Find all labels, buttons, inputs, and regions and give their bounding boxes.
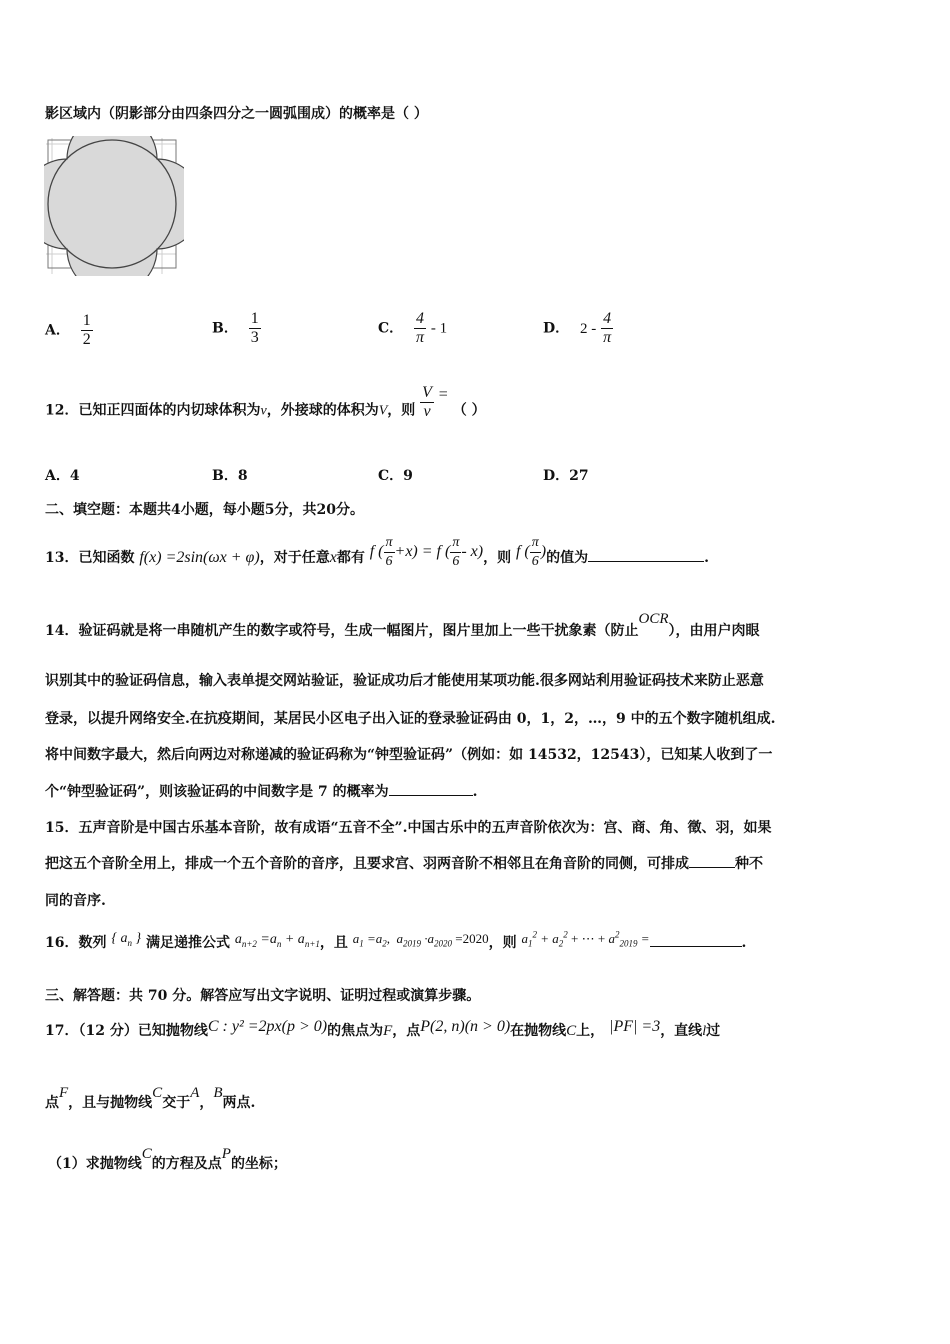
q14-line-2: 识别其中的验证码信息，输入表单提交网站验证，验证成功后才能使用某项功能.很多网站利用验证码技术来防止恶意	[45, 673, 764, 689]
q12-option-b: B．8	[212, 468, 248, 484]
q11-option-d: D． 2 - $\frac{4}{\pi}$	[543, 310, 612, 346]
q15-line-1: 15．五声音阶是中国古乐基本音阶，故有成语“五音不全”.中国古乐中的五声音阶依次为：宫、商、角、徵、羽，如果	[45, 820, 772, 836]
section-3-heading: 三、解答题：共 70 分。解答应写出文字说明、证明过程或演算步骤。	[45, 988, 481, 1004]
q15-line-3: 同的音序.	[45, 893, 106, 909]
q14-line-1: 14．验证码就是将一串随机产生的数字或符号，生成一幅图片，图片里加上一些干扰象素（防止OCR），由用户肉眼	[45, 611, 760, 639]
q14-line-4: 将中间数字最大，然后向两边对称递减的验证码称为“钟型验证码”（例如：如 14532，12543），已知某人收到了一	[45, 747, 773, 763]
q13-stem: 13．已知函数 f(x) =2sin(ωx + φ)，对于任意x都有 f ( $\frac{\pi}{6}$ +x) = f ( $\frac{\pi}{6}$ - x)，则 f ( $\frac{\pi}{6}$ )的值为 .	[45, 535, 709, 569]
q14-line-5: 个“钟型验证码”，则该验证码的中间数字是 7 的概率为 .	[45, 781, 477, 801]
q11-option-c: C． $\frac{4}{\pi}$ - 1	[378, 310, 448, 346]
q17-line-2: 点F，且与抛物线C交于A，B两点.	[45, 1085, 256, 1111]
q11-text: 影区域内（阴影部分由四条四分之一圆弧围成）的概率是（ ）	[45, 106, 428, 122]
q11-option-b: B． $\frac{1}{3}$	[212, 310, 259, 346]
q12-stem: 12．已知正四面体的内切球体积为v，外接球的体积为V，则 $\frac{V}{v}$ = （ ）	[45, 384, 486, 420]
q12-option-a: A．4	[45, 468, 80, 484]
q17-part-1: （1）求抛物线C的方程及点P的坐标；	[48, 1146, 287, 1172]
q11-figure	[44, 136, 184, 276]
q12-option-c: C．9	[378, 468, 413, 484]
section-2-heading: 二、填空题：本题共4小题，每小题5分，共20分。	[45, 502, 364, 518]
q17-line-1: 17．（12 分）已知抛物线C : y² =2px(p > 0)的焦点为F，点P(2, n)(n > 0)在抛物线C上， |PF| =3，直线l过	[45, 1018, 721, 1039]
q14-line-3: 登录，以提升网络安全.在抗疫期间，某居民小区电子出入证的登录验证码由 0，1，2，…，9 中的五个数字随机组成.	[45, 711, 776, 727]
q12-option-d: D．27	[543, 468, 589, 484]
q16-stem: 16．数列 { $a_n$ } 满足递推公式 $a_{n+2} =a_n + a_{n+1}$，且 $a_1 =a_2$, $a_{2019} \cdot a_{2020} =2020$，则 $a_1^2 + a_2^2$ + ⋯ + $a^2_{2019}$ = .	[45, 929, 747, 951]
q11-option-a: A． $\frac{1}{2}$	[45, 312, 91, 348]
q15-line-2: 把这五个音阶全用上，排成一个五个音阶的音序，且要求宫、羽两音阶不相邻且在角音阶的同侧，可排成 种不	[45, 853, 763, 873]
